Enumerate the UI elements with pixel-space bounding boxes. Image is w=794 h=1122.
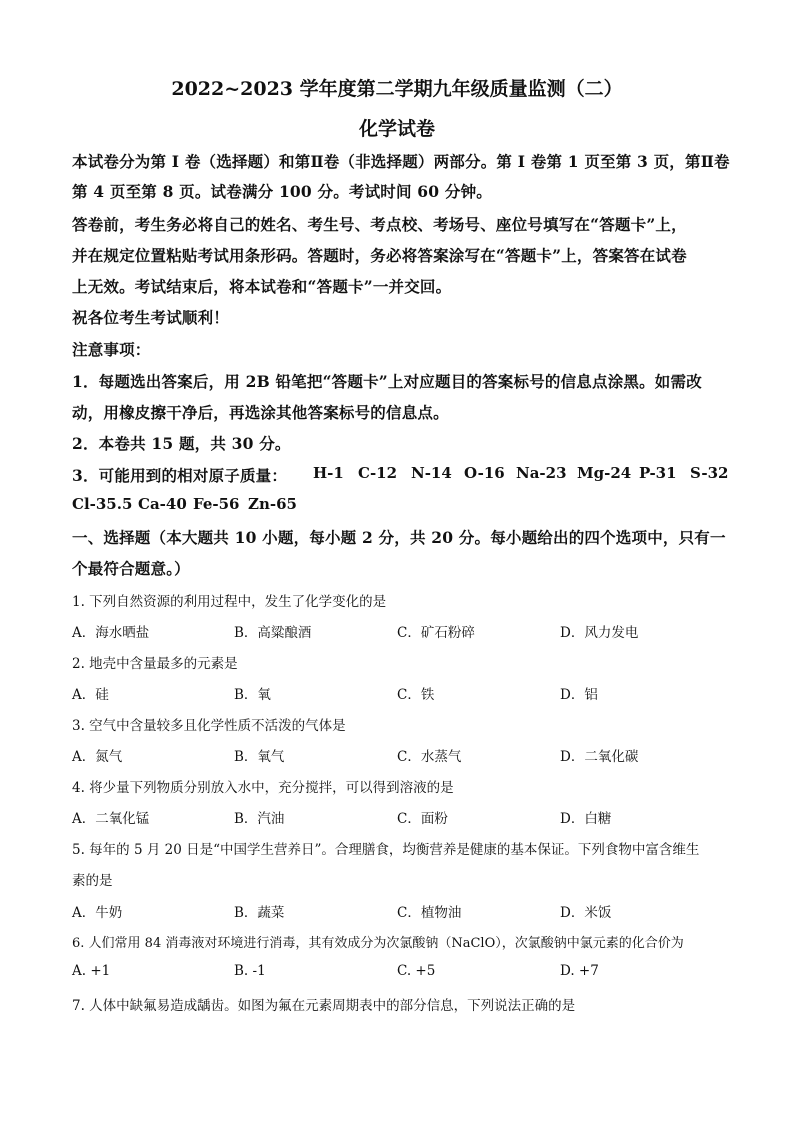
option-b: B．汽油: [234, 811, 285, 827]
option-d: D．二氧化碳: [560, 749, 639, 765]
option-d: D．米饭: [560, 905, 612, 921]
question-5-stem: 5. 每年的 5 月 20 日是“中国学生营养日”。合理膳食，均衡营养是健康的基本保证。下列食物中富含维生: [72, 842, 700, 858]
note-1: 1．每题选出答案后，用 2B 铅笔把“答题卡”上对应题目的答案标号的信息点涂黑。如需改: [72, 372, 702, 391]
option-a: A．二氧化锰: [72, 811, 150, 827]
exam-subtitle: 化学试卷: [358, 118, 435, 140]
atomic-mass: Cl-35.5: [72, 495, 133, 513]
option-c: C. +5: [397, 963, 436, 979]
option-b: B．蔬菜: [234, 905, 285, 921]
intro-line: 并在规定位置粘贴考试用条形码。答题时，务必将答案涂写在“答题卡”上，答案答在试卷: [72, 246, 687, 265]
option-c: C．面粉: [397, 811, 448, 827]
option-d: D．风力发电: [560, 625, 639, 641]
atomic-mass: H-1: [313, 464, 344, 482]
atomic-mass: Fe-56: [193, 495, 240, 513]
note-1-cont: 动，用橡皮擦干净后，再选涂其他答案标号的信息点。: [72, 403, 449, 422]
option-a: A．硅: [72, 687, 109, 703]
option-a: A．氮气: [72, 749, 123, 765]
intro-line: 本试卷分为第 I 卷（选择题）和第Ⅱ卷（非选择题）两部分。第 I 卷第 1 页至第 3 页，第Ⅱ卷: [72, 152, 730, 171]
good-luck-text: 祝各位考生考试顺利！: [72, 308, 230, 327]
option-a: A．牛奶: [72, 905, 123, 921]
option-a: A．海水晒盐: [72, 625, 150, 641]
intro-line: 第 4 页至第 8 页。试卷满分 100 分。考试时间 60 分钟。: [72, 182, 492, 201]
section-heading-cont: 个最符合题意。）: [72, 559, 190, 578]
atomic-mass: S-32: [690, 464, 729, 482]
note-2: 2．本卷共 15 题，共 30 分。: [72, 434, 291, 453]
option-d: D．白糖: [560, 811, 612, 827]
question-2-stem: 2. 地壳中含量最多的元素是: [72, 656, 238, 672]
option-c: C．水蒸气: [397, 749, 462, 765]
question-1-stem: 1. 下列自然资源的利用过程中，发生了化学变化的是: [72, 594, 387, 610]
option-c: C．铁: [397, 687, 435, 703]
question-4-stem: 4. 将少量下列物质分别放入水中，充分搅拌，可以得到溶液的是: [72, 780, 454, 796]
intro-line: 上无效。考试结束后，将本试卷和“答题卡”一并交回。: [72, 277, 452, 296]
question-5-stem-cont: 素的是: [72, 873, 113, 889]
atomic-mass: Ca-40: [138, 495, 187, 513]
atomic-mass: Zn-65: [248, 495, 297, 513]
note-3: 3．可能用到的相对原子质量：: [72, 466, 288, 485]
question-7-stem: 7. 人体中缺氟易造成龋齿。如图为氟在元素周期表中的部分信息，下列说法正确的是: [72, 998, 576, 1014]
option-a: A. +1: [72, 963, 111, 979]
atomic-mass: N-14: [411, 464, 452, 482]
option-b: B. -1: [234, 963, 266, 979]
notes-heading: 注意事项：: [72, 340, 151, 359]
question-6-stem: 6. 人们常用 84 消毒液对环境进行消毒，其有效成分为次氯酸钠（NaClO），次氯酸钠中氯元素的化合价为: [72, 936, 684, 951]
option-d: D．铝: [560, 687, 598, 703]
option-d: D. +7: [560, 963, 599, 979]
atomic-mass: P-31: [639, 464, 677, 482]
option-c: C．植物油: [397, 905, 462, 921]
atomic-mass: C-12: [358, 464, 398, 482]
atomic-mass: O-16: [464, 464, 505, 482]
atomic-mass: Mg-24: [577, 464, 632, 482]
intro-line: 答卷前，考生务必将自己的姓名、考生号、考点校、考场号、座位号填写在“答题卡”上，: [72, 215, 687, 234]
option-b: B．氧气: [234, 749, 285, 765]
option-c: C．矿石粉碎: [397, 625, 475, 641]
question-3-stem: 3. 空气中含量较多且化学性质不活泼的气体是: [72, 718, 346, 734]
exam-title: 2022~2023 学年度第二学期九年级质量监测（二）: [171, 78, 623, 100]
atomic-mass: Na-23: [516, 464, 567, 482]
option-b: B．氧: [234, 687, 271, 703]
section-heading: 一、选择题（本大题共 10 小题，每小题 2 分，共 20 分。每小题给出的四个选项中，只有一: [72, 528, 726, 547]
option-b: B．高粱酿酒: [234, 625, 312, 641]
